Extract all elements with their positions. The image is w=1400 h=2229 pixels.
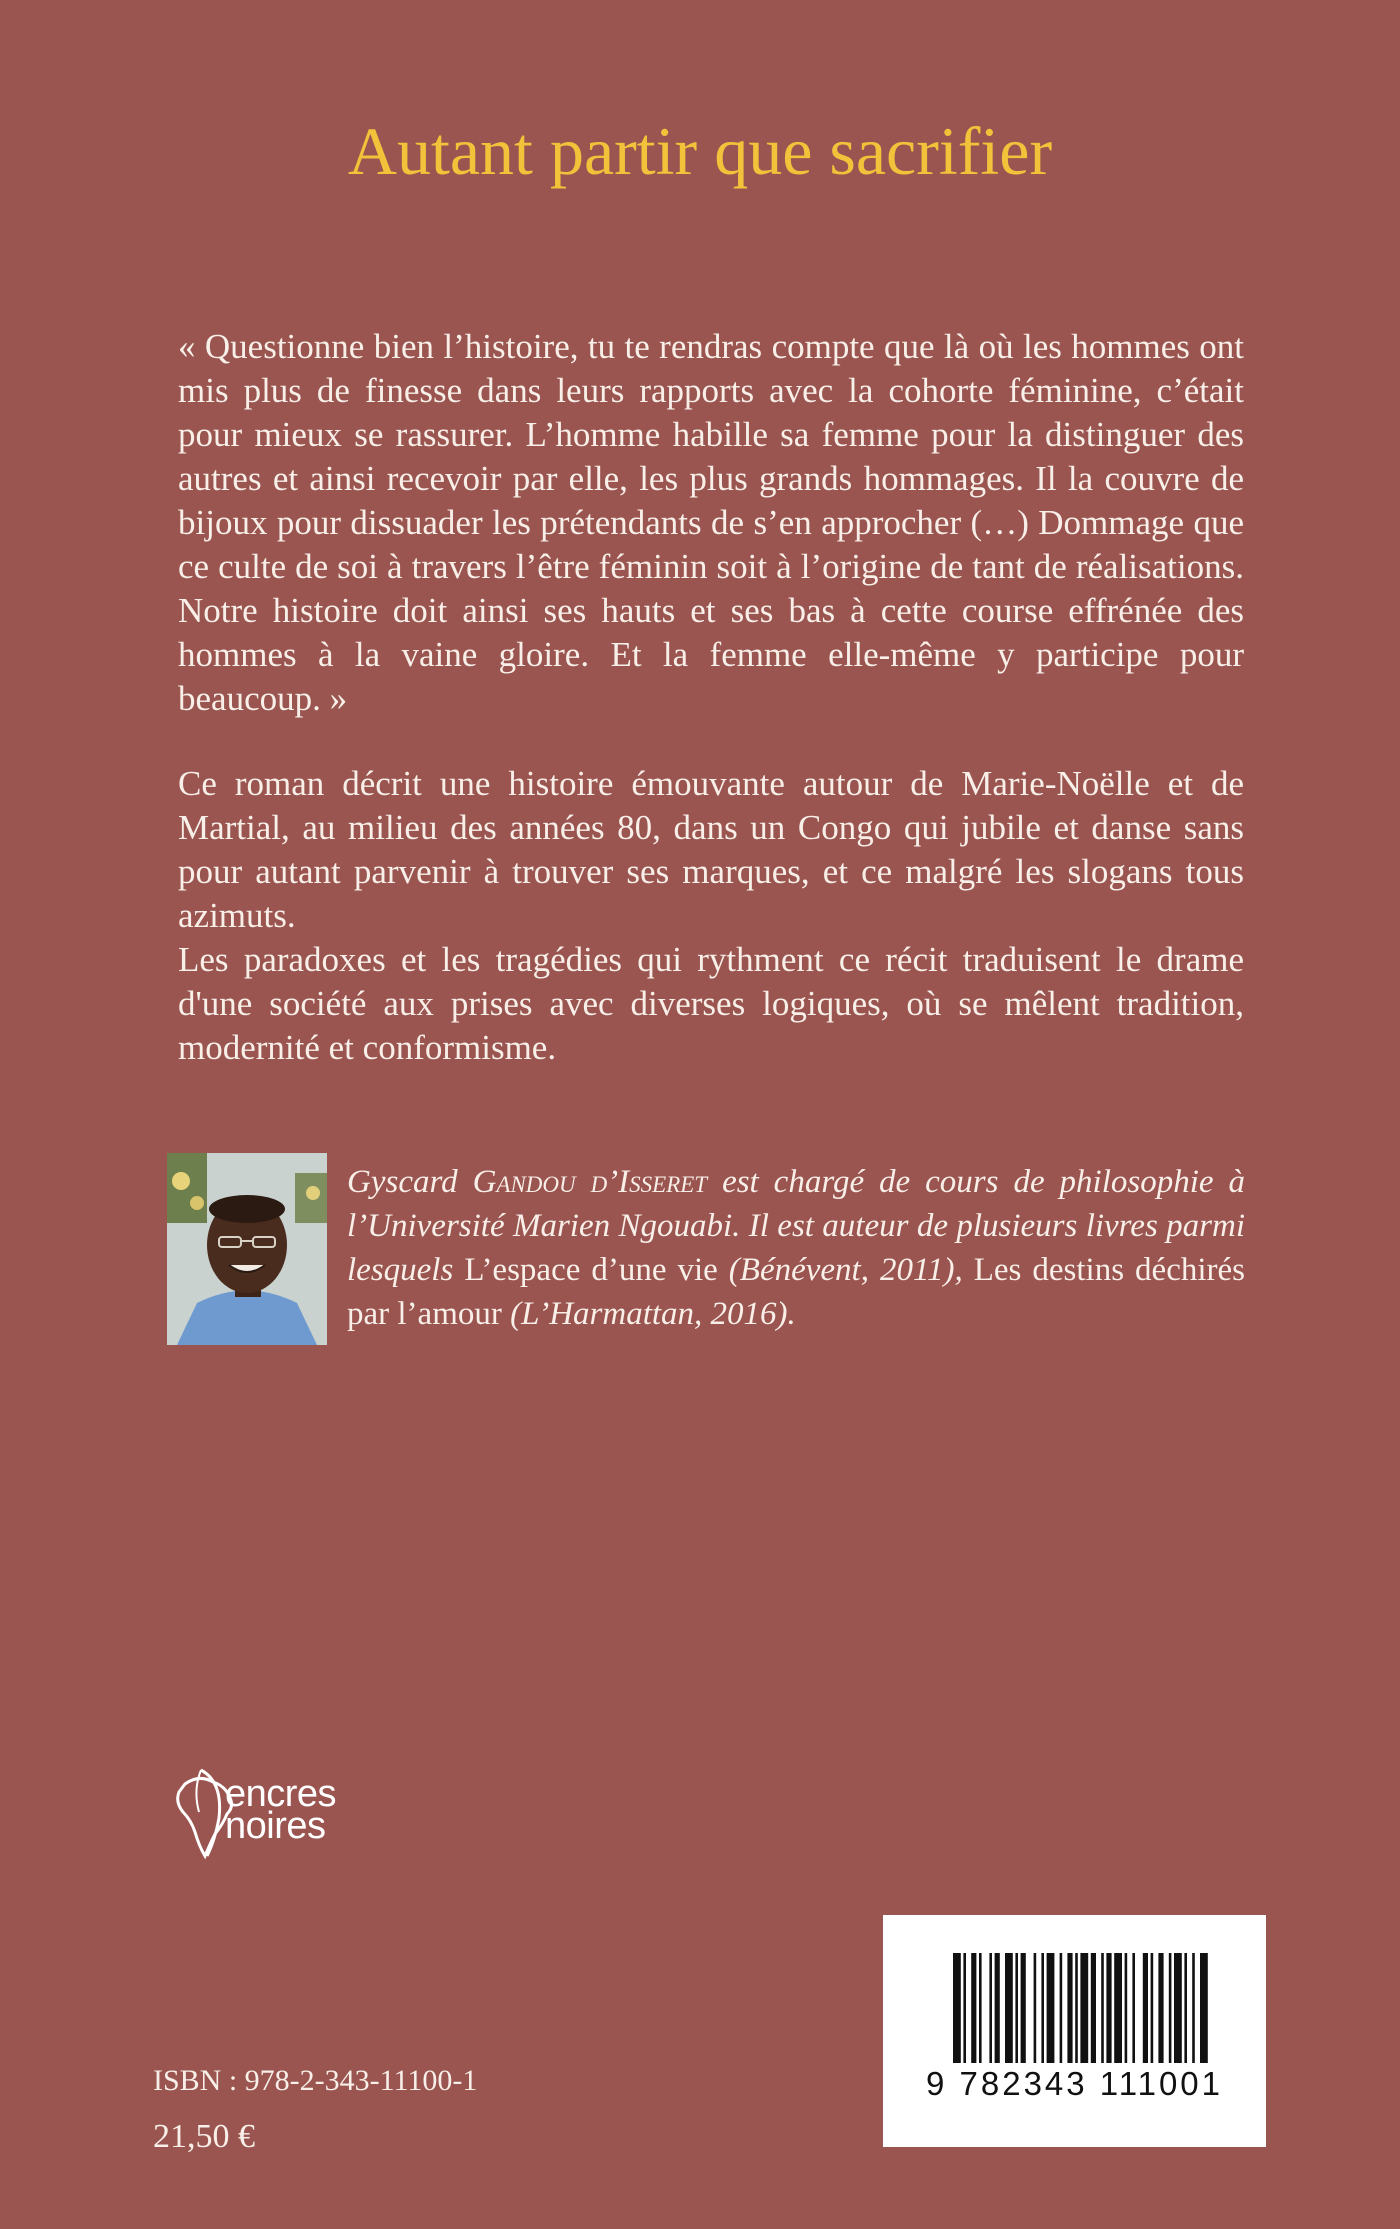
barcode-bar (1184, 1953, 1187, 2063)
isbn: ISBN : 978-2-343-11100-1 (153, 2064, 478, 2097)
barcode-bar (1125, 1953, 1128, 2063)
publisher-name-line1: encres (225, 1773, 337, 1815)
barcode-bar (1101, 1953, 1104, 2063)
barcode-bar (979, 1953, 982, 2063)
book-2-publisher: (L’Harmattan, 2016). (501, 1296, 796, 1332)
barcode (883, 1915, 1266, 2147)
barcode-bar (1021, 1953, 1026, 2063)
barcode-bar (1114, 1953, 1122, 2063)
barcode-bar (1060, 1953, 1063, 2063)
barcode-bar (1158, 1953, 1163, 2063)
barcode-bar (1041, 1953, 1044, 2063)
author-first-name: Gyscard (347, 1164, 458, 1200)
price: 21,50 € (153, 2118, 255, 2155)
synopsis (178, 762, 1244, 1070)
barcode-bar (1067, 1953, 1072, 2063)
barcode-bar (995, 1953, 1000, 2063)
barcode-bar (1080, 1953, 1088, 2063)
publisher-logo (165, 1760, 405, 1870)
publisher-name (225, 1773, 337, 1847)
synopsis-paragraph: Les paradoxes et les tragédies qui rythment ce récit traduisent le drame d'une société aux prises avec diverses logiques, où se mêlent tradition, modernité et conformisme. (178, 940, 1244, 1067)
barcode-bar (1047, 1953, 1055, 2063)
book-title-2: Les destins déchirés par l’amour (347, 1252, 1245, 1332)
barcode-bar (989, 1953, 992, 2063)
barcode-bar (1091, 1953, 1096, 2063)
book-title-1: L’espace d’une vie (464, 1252, 718, 1288)
barcode-bars (883, 1915, 1266, 2147)
barcode-bar (1174, 1953, 1182, 2063)
synopsis-paragraph: Ce roman décrit une histoire émouvante autour de Marie-Noëlle et de Martial, au milieu des années 80, dans un Congo qui jubile et danse sans pour autant parvenir à trouver ses marques, et ce malgré les slogans tous azimuts. (178, 764, 1244, 935)
book-1-publisher: (Bénévent, 2011), (717, 1252, 974, 1288)
barcode-bar (1005, 1953, 1013, 2063)
barcode-bar (1106, 1953, 1111, 2063)
author-bio (347, 1160, 1245, 1336)
author-portrait-image (167, 1153, 327, 1345)
barcode-bar (953, 1953, 961, 2063)
barcode-digits: 9 782343 111001 (925, 2065, 1224, 2102)
author-last-name: Gandou d’Isseret (472, 1164, 708, 1200)
barcode-bar (1034, 1953, 1037, 2063)
barcode-bar (1143, 1953, 1148, 2063)
author-bio-text: est chargé de cours de philosophie à l’Université Marien Ngouabi. Il est auteur de plusieurs livres parmi lesquels (347, 1164, 1245, 1288)
barcode-bar (1132, 1953, 1135, 2063)
barcode-bar (1015, 1953, 1018, 2063)
barcode-bar (1151, 1953, 1154, 2063)
barcode-bar (1169, 1953, 1172, 2063)
back-cover-quote: « Questionne bien l’histoire, tu te rendras compte que là où les hommes ont mis plus de finesse dans leurs rapports avec la cohorte féminine, c’était pour mieux se rassurer. L’homme habille sa femme pour la distinguer des autres et ainsi recevoir par elle, les plus grands hommages. Il la couvre de bijoux pour dissuader les prétendants de s’en approcher (…) Dommage que ce culte de soi à travers l’être féminin soit à l’origine de tant de réalisations. Notre histoire doit ainsi ses hauts et ses bas à cette course effrénée des hommes à la vaine gloire. Et la femme elle-même y participe pour beaucoup. » (178, 327, 1244, 718)
publisher-name-line2: noires (225, 1805, 326, 1847)
barcode-bar (1075, 1953, 1078, 2063)
barcode-bar (971, 1953, 976, 2063)
barcode-bar (1192, 1953, 1195, 2063)
author-photo (167, 1153, 327, 1345)
barcode-bar (1200, 1953, 1208, 2063)
barcode-bar (963, 1953, 966, 2063)
book-title: Autant partir que sacrifier (347, 113, 1053, 189)
